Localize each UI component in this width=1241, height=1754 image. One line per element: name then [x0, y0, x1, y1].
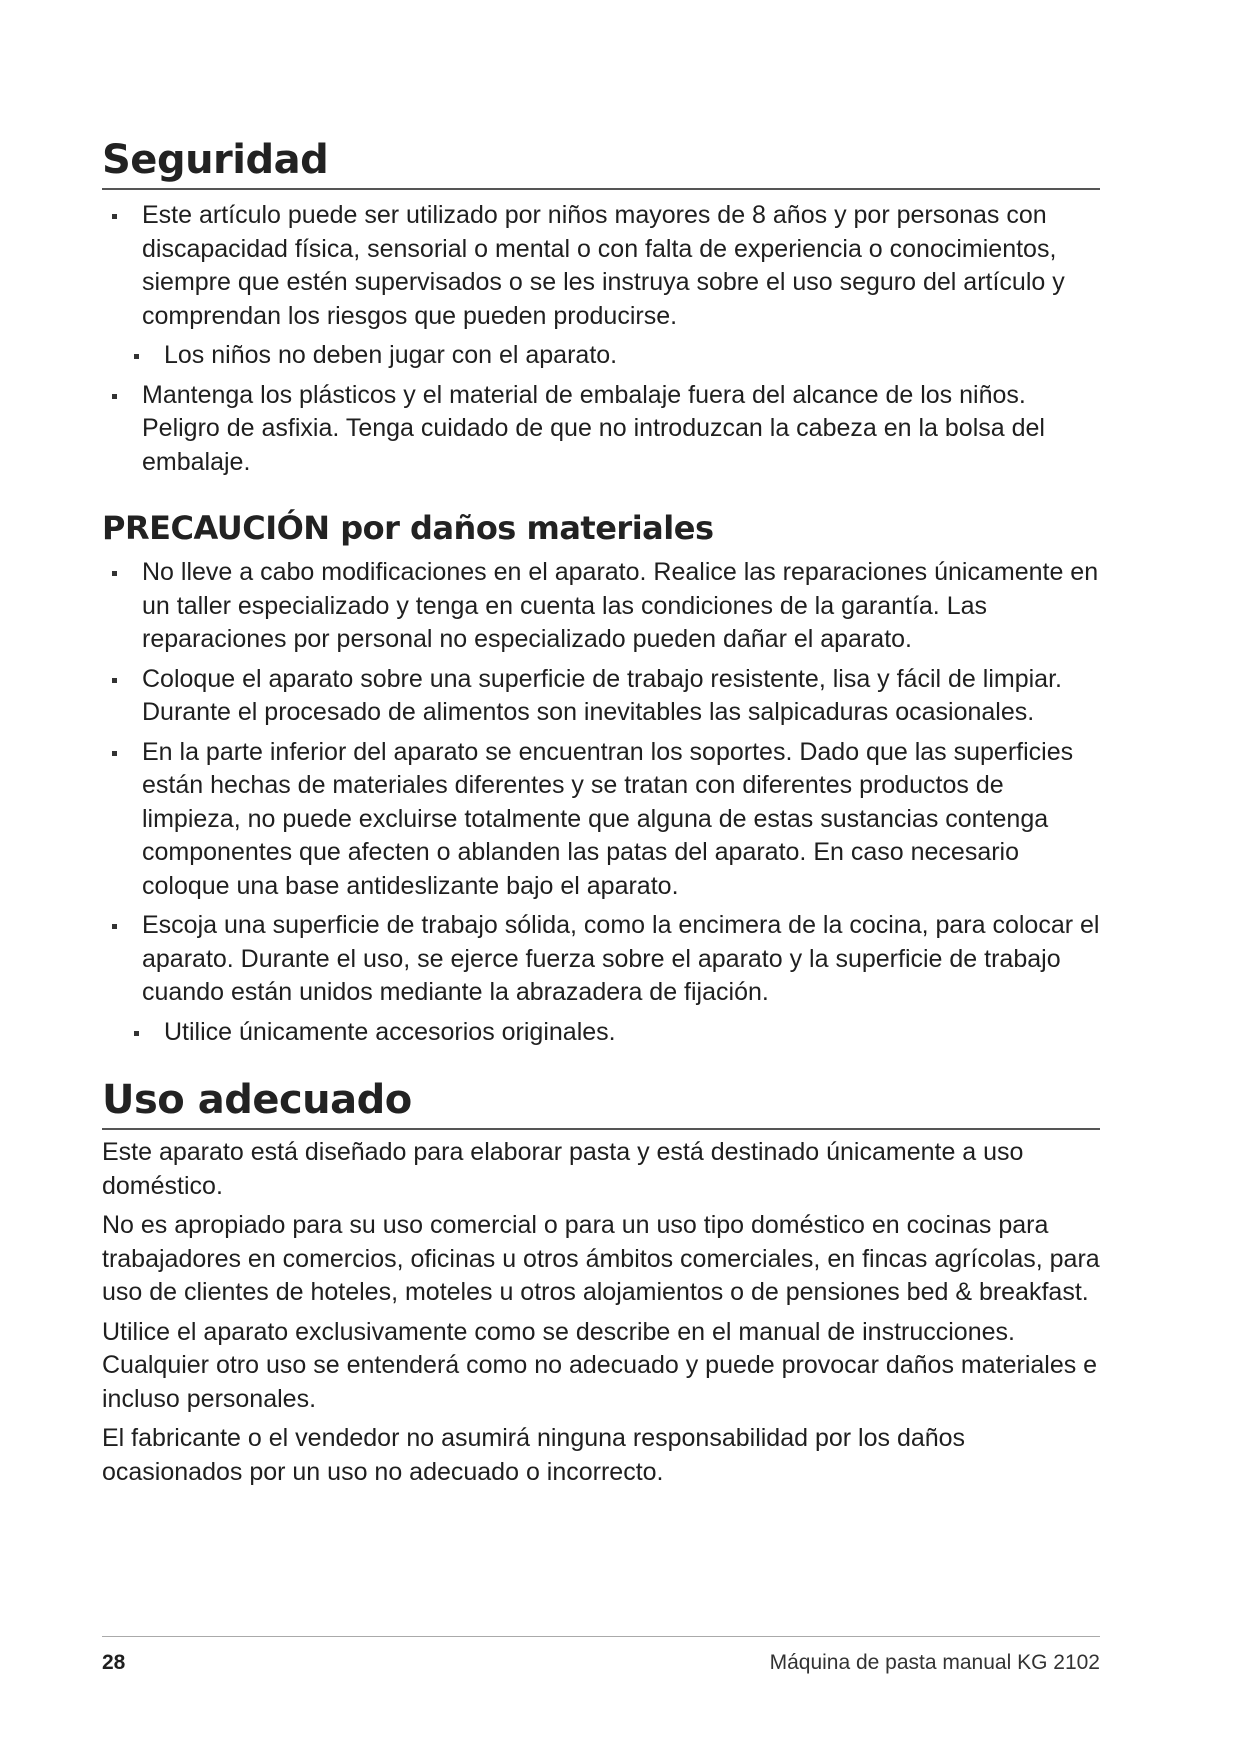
list-item: [102, 339, 1100, 373]
bullet-square-icon: [112, 571, 117, 576]
bullet-square-icon: [112, 924, 117, 929]
bullet-square-icon: [134, 1031, 139, 1036]
bullet-square-icon: [112, 678, 117, 683]
list-item: [102, 736, 1100, 904]
precaucion-list: [102, 556, 1100, 1049]
section-seguridad: [102, 136, 1100, 485]
section-title-precaucion: PRECAUCIÓN por daños materiales: [102, 509, 714, 547]
bullet-square-icon: [112, 394, 117, 399]
list-item: [102, 556, 1100, 657]
bullet-square-icon: [134, 354, 139, 359]
list-item-text: Mantenga los plásticos y el material de embalaje fuera del alcance de los niños. Peligro de asfixia. Tenga cuidado de que no introduzcan la cabeza en la bolsa del embalaje.: [142, 380, 1045, 476]
list-item: [102, 1016, 1100, 1050]
paragraph: No es apropiado para su uso comercial o para un uso tipo doméstico en cocinas para trabajadores en comercios, oficinas u otros ámbitos comerciales, en fincas agrícolas, para uso de clientes de hoteles, moteles u otros alojamientos o de pensiones bed & breakfast.: [102, 1211, 1100, 1306]
list-item: [102, 199, 1100, 333]
list-item-text: Utilice únicamente accesorios originales.: [164, 1017, 616, 1046]
list-item-text: Escoja una superficie de trabajo sólida, como la encimera de la cocina, para colocar el aparato. Durante el uso, se ejerce fuerza sobre el aparato y la superficie de trabajo cuando están unidos mediante la abrazadera de fijación.: [142, 911, 1100, 1006]
uso-paragraphs: [102, 1136, 1100, 1489]
list-item-text: Los niños no deben jugar con el aparato.: [164, 341, 618, 369]
list-item: [102, 663, 1100, 730]
list-item: [102, 909, 1100, 1010]
bullet-square-icon: [112, 751, 117, 756]
bullet-square-icon: [112, 214, 117, 219]
page-number: 28: [102, 1651, 126, 1674]
manual-page: [102, 0, 1100, 1754]
list-item-text: En la parte inferior del aparato se encuentran los soportes. Dado que las superficies están hechas de materiales diferentes y se tratan con diferentes productos de limpieza, no puede excluirse totalmente que alguna de estas sustancias contenga componentes que afecten o ablanden las patas del aparato. En caso necesario coloque una base antideslizante bajo el aparato.: [142, 737, 1074, 900]
section-uso-adecuado: [102, 1076, 1100, 1495]
paragraph: El fabricante o el vendedor no asumirá ninguna responsabilidad por los daños ocasionados por un uso no adecuado o incorrecto.: [102, 1424, 966, 1486]
paragraph: Utilice el aparato exclusivamente como se describe en el manual de instrucciones. Cualquier otro uso se entenderá como no adecuado y puede provocar daños materiales e incluso personales.: [102, 1317, 1098, 1413]
document-title: Máquina de pasta manual KG 2102: [769, 1651, 1100, 1674]
section-title-uso-adecuado: Uso adecuado: [102, 1076, 1100, 1130]
seguridad-list: [102, 199, 1100, 479]
section-precaucion: [102, 508, 1100, 1055]
list-item-text: Este artículo puede ser utilizado por niños mayores de 8 años y por personas con discapacidad física, sensorial o mental o con falta de experiencia o conocimientos, siempre que estén supervisados o se les instruya sobre el uso seguro del artículo y comprendan los riesgos que pueden producirse.: [142, 201, 1065, 330]
list-item-text: No lleve a cabo modificaciones en el aparato. Realice las reparaciones únicamente en un taller especializado y tenga en cuenta las condiciones de la garantía. Las reparaciones por personal no especializado pueden dañar el aparato.: [142, 558, 1099, 653]
list-item-text: Coloque el aparato sobre una superficie de trabajo resistente, lisa y fácil de limpiar. Durante el procesado de alimentos son inevitables las salpicaduras ocasionales.: [142, 664, 1062, 726]
section-title-seguridad: Seguridad: [102, 136, 1100, 190]
list-item: [102, 379, 1100, 480]
paragraph: Este aparato está diseñado para elaborar pasta y está destinado únicamente a uso doméstico.: [102, 1138, 1024, 1200]
page-footer: [102, 1636, 1100, 1687]
